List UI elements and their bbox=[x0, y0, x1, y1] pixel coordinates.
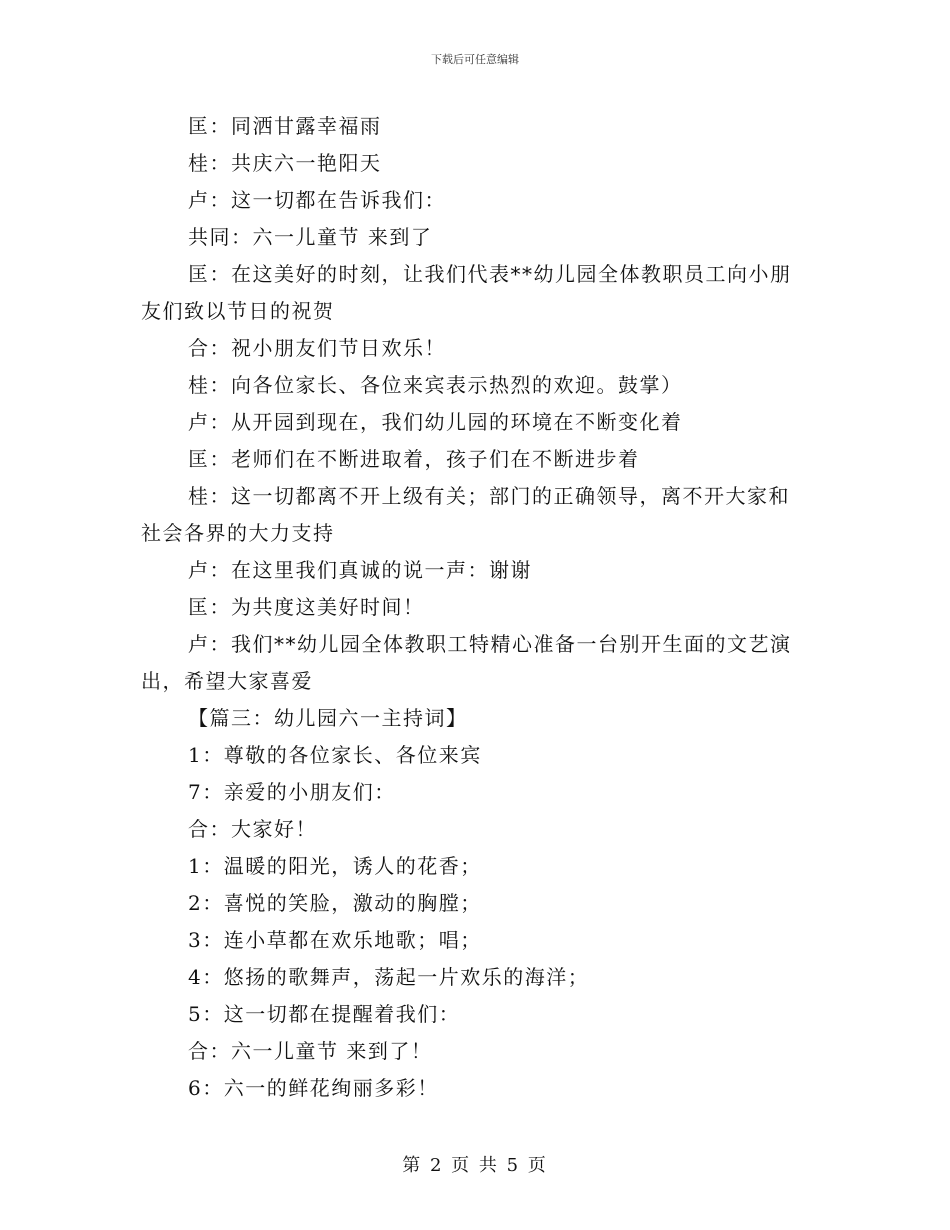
paragraph: 桂：向各位家长、各位来宾表示热烈的欢迎。鼓掌） bbox=[188, 373, 683, 397]
paragraph: 匡：老师们在不断进取着，孩子们在不断进步着 bbox=[188, 447, 640, 471]
paragraph: 卢：我们**幼儿园全体教职工特精心准备一台别开生面的文艺演出，希望大家喜爱 bbox=[141, 632, 792, 693]
paragraph: 合：祝小朋友们节日欢乐！ bbox=[188, 336, 446, 360]
paragraph: 卢：这一切都在告诉我们： bbox=[188, 188, 446, 212]
page-number-footer: 第 2 页 共 5 页 bbox=[402, 1155, 548, 1176]
paragraph: 7：亲爱的小朋友们： bbox=[188, 780, 396, 804]
paragraph: 合：六一儿童节 来到了！ bbox=[188, 1039, 433, 1063]
paragraph: 1：温暖的阳光，诱人的花香； bbox=[188, 854, 482, 878]
paragraph: 共同：六一儿童节 来到了 bbox=[188, 225, 433, 249]
paragraph: 桂：这一切都离不开上级有关；部门的正确领导，离不开大家和社会各界的大力支持 bbox=[141, 484, 790, 545]
paragraph: 5：这一切都在提醒着我们： bbox=[188, 1002, 461, 1026]
paragraph: 1：尊敬的各位家长、各位来宾 bbox=[188, 743, 482, 767]
document-body bbox=[141, 108, 811, 1107]
paragraph: 卢：在这里我们真诚的说一声：谢谢 bbox=[188, 558, 532, 582]
paragraph: 匡：在这美好的时刻，让我们代表**幼儿园全体教职员工向小朋友们致以节日的祝贺 bbox=[141, 262, 792, 323]
paragraph: 卢：从开园到现在，我们幼儿园的环境在不断变化着 bbox=[188, 410, 683, 434]
paragraph: 桂：共庆六一艳阳天 bbox=[188, 151, 382, 175]
paragraph: 3：连小草都在欢乐地歌；唱； bbox=[188, 928, 482, 952]
section-heading: 【篇三：幼儿园六一主持词】 bbox=[188, 706, 468, 730]
paragraph: 4：悠扬的歌舞声，荡起一片欢乐的海洋； bbox=[188, 965, 590, 989]
paragraph: 匡：为共度这美好时间！ bbox=[188, 595, 425, 619]
page-header: 下载后可任意编辑 bbox=[431, 53, 519, 66]
paragraph: 2：喜悦的笑脸，激动的胸膛； bbox=[188, 891, 482, 915]
paragraph: 合：大家好！ bbox=[188, 817, 317, 841]
paragraph: 6：六一的鲜花绚丽多彩！ bbox=[188, 1076, 439, 1100]
paragraph: 匡：同洒甘露幸福雨 bbox=[188, 114, 382, 138]
